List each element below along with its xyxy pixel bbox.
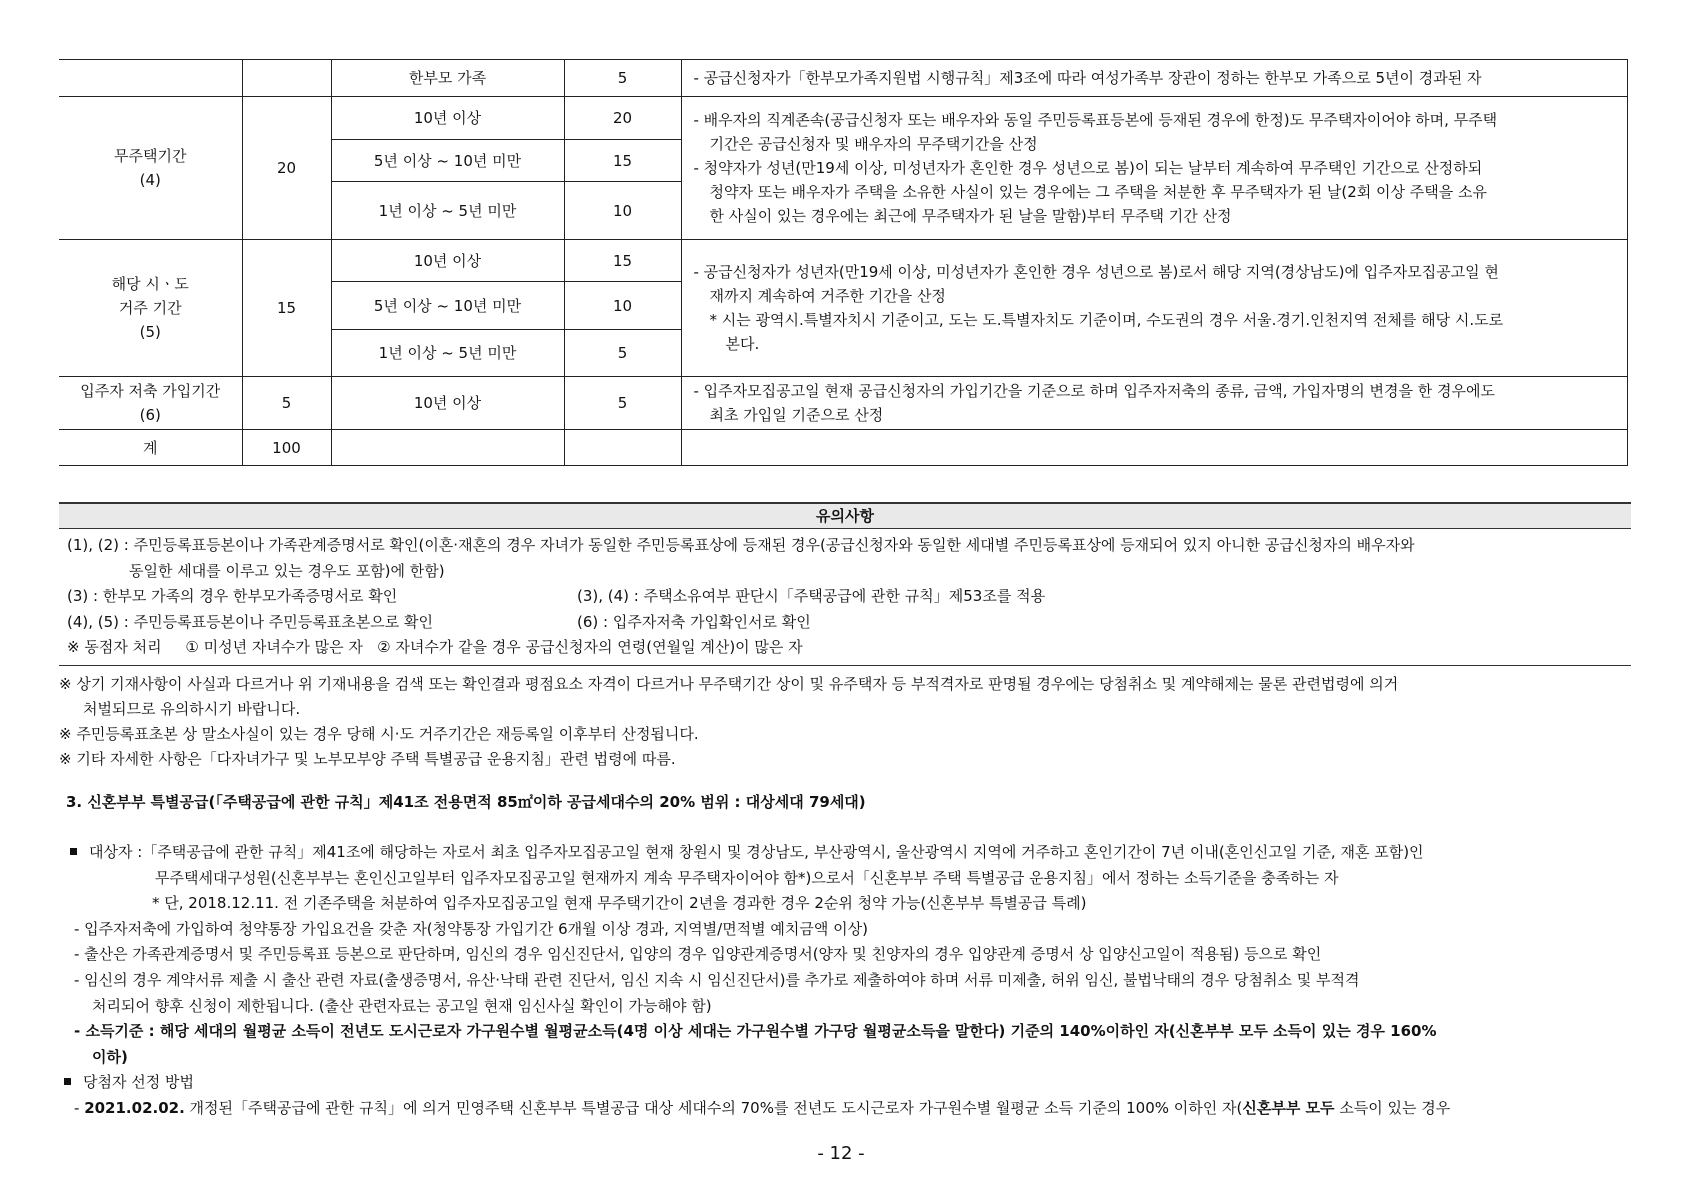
score-cell: 10 [564,282,681,330]
score-cell: 5 [564,377,681,430]
table-row [59,97,1627,140]
total-score-cell: 15 [242,240,331,377]
score-cell: 5 [564,330,681,377]
general-notes: ※ 상기 기재사항이 사실과 다르거나 위 기재내용을 검색 또는 확인결과 평점요소 자격이 다르거나 무주택기간 상이 및 유주택자 등 부적격자로 판명될 경우에는 당첨취소 및 계약해제는 물론 관련법령에 의거 처벌되므로 유의하시기 바랍니다. ※ 주민등록표초본 상 말소사실이 있는 경우 당해 시·도 거주기간은 재등록일 이후부터 산정됩니다. ※ 기타 자세한 사항은「다자녀가구 및 노부모부양 주택 특별공급 운용지침」관련 법령에 따름. [59,675,1399,768]
page-number: - 12 - [817,1143,865,1164]
score-cell: 5 [564,60,681,97]
newlywed-section: 3. 신혼부부 특별공급(「주택공급에 관한 규칙」제41조 전용면적 85㎡이하 공급세대수의 20% 범위 : 대상세대 79세대) 대상자 :「주택공급에 관한 규칙」제41조에 해당하는 자로서 최초 입주자모집공고일 현재 창원시 및 경상남도, 부산광역시, 울산광역시 지역에 거주하고 혼인기간이 7년 이내(혼인신고일 기준, 재혼 포함)인 무주택세대구성원(신혼부부는 혼인신고일부터 입주자모집공고일 현재까지 계속 무주택자이어야 함*)으로서「신혼부부 주택 특별공급 운용지침」에서 정하는 소득기준을 충족하는 자 * 단, 2018.12.11. 전 기존주택을 처분하여 입주자모집공고일 현재 무주택기간이 2년을 경과한 경우 2순위 청약 가능(신혼부부 특별공급 특례) - 입주자저축에 가입하여 청약통장 가입요건을 갖춘 자(청약통장 가입기간 6개월 이상 경과, 지역별/면적별 예치금액 이상) - 출산은 가족관계증명서 및 주민등록표 등본으로 판단하며, 임신의 경우 임신진단서, 입양의 경우 입양관계증명서(양자 및 친양자의 경우 입양관계 증명서 상 입양신고일이 적용됨) 등으로 확인 - 임신의 경우 계약서류 제출 시 출산 관련 자료(출생증명서, 유산·낙태 관련 진단서, 임신 지속 시 임신진단서)를 추가로 제출하여야 하며 서류 미제출, 허위 임신, 불법낙태의 경우 당첨취소 및 부적격 처리되어 향후 신청이 제한됩니다. (출산 관련자료는 공고일 현재 임신사실 확인이 가능해야 함) - 소득기준 : 해당 세대의 월평균 소득이 전년도 도시근로자 가구원수별 월평균소득(4명 이상 세대는 가구원수별 가구당 월평균소득을 말한다) 기준의 140%이하인 자(신혼부부 모두 소득이 있는 경우 160% 이하) 당첨자 선정 방법 - 2021.02.02. 개정된「주택공급에 관한 규칙」에 의거 민영주택 신혼부부 특별공급 대상 세대수의 70%를 전년도 도시근로자 가구원수별 월평균 소득 기준의 100% 이하인 자(신혼부부 모두 소득이 있는 경우 [66,790,1636,814]
desc-cell: - 공급신청자가 성년자(만19세 이상, 미성년자가 혼인한 경우 성년으로 봄)로서 해당 지역(경상남도)에 입주자모집공고일 현 재까지 계속하여 거주한 기간을 산정 * 시는 광역시.특별자치시 기준이고, 도는 도.특별자치도 기준이며, 수도권의 경우 서울.경기.인천지역 전체를 해당 시.도로 본다. [681,240,1627,377]
notes-box [59,502,1631,666]
score-cell: 15 [564,240,681,282]
score-table [59,59,1628,466]
desc-cell: - 입주자모집공고일 현재 공급신청자의 가입기간을 기준으로 하며 입주자저축의 종류, 금액, 가입자명의 변경을 한 경우에도 최초 가입일 기준으로 산정 [681,377,1627,430]
score-cell: 20 [564,97,681,140]
table-row [59,377,1627,430]
desc-cell: - 공급신청자가「한부모가족지원법 시행규칙」제3조에 따라 여성가족부 장관이 정하는 한부모 가족으로 5년이 경과된 자 [681,60,1627,97]
item-cell: 10년 이상 [331,97,564,140]
item-cell: 한부모 가족 [331,60,564,97]
table-row [59,430,1627,466]
notes-body: (1), (2) : 주민등록표등본이나 가족관계증명서로 확인(이혼·재혼의 경우 자녀가 동일한 주민등록표상에 등재된 경우(공급신청자와 동일한 세대별 주민등록표상에 등재되어 있지 아니한 공급신청자의 배우자와 동일한 세대를 이루고 있는 경우도 포함)에 한함) (3) : 한부모 가족의 경우 한부모가족증명서로 확인 (3), (4) : 주택소유여부 판단시「주택공급에 관한 규칙」제53조를 적용 (4), (5) : 주민등록표등본이나 주민등록표초본으로 확인 (6) : 입주자저축 가입확인서로 확인 ※ 동점자 처리 ① 미성년 자녀수가 많은 자 ② 자녀수가 같을 경우 공급신청자의 연령(연월일 계산)이 많은 자 [59,529,1631,666]
notes-title: 유의사항 [59,502,1631,529]
bullet-square-icon [64,1078,71,1085]
total-score-cell: 20 [242,97,331,240]
score-cell: 15 [564,140,681,182]
section-title: 3. 신혼부부 특별공급(「주택공급에 관한 규칙」제41조 전용면적 85㎡이하 공급세대수의 20% 범위 : 대상세대 79세대) [66,793,866,811]
item-cell: 1년 이상 ~ 5년 미만 [331,330,564,377]
item-cell: 1년 이상 ~ 5년 미만 [331,182,564,240]
item-cell: 5년 이상 ~ 10년 미만 [331,140,564,182]
desc-cell: - 배우자의 직계존속(공급신청자 또는 배우자와 동일 주민등록표등본에 등재된 경우에 한정)도 무주택자이어야 하며, 무주택 기간은 공급신청자 및 배우자의 무주택기간을 산정 - 청약자가 성년(만19세 이상, 미성년자가 혼인한 경우 성년으로 봄)이 되는 날부터 계속하여 무주택인 기간으로 산정하되 청약자 또는 배우자가 주택을 소유한 사실이 있는 경우에는 그 주택을 처분한 후 무주택자가 된 날(2회 이상 주택을 소유 한 사실이 있는 경우에는 최근에 무주택자가 된 날을 말함)부터 무주택 기간 산정 [681,97,1627,240]
category-cell: 입주자 저축 가입기간 (6) [59,377,242,430]
sum-total-cell: 100 [242,430,331,466]
table-row [59,240,1627,282]
category-cell: 무주택기간 (4) [59,97,242,240]
table-row [59,60,1627,97]
item-cell: 10년 이상 [331,377,564,430]
total-score-cell: 5 [242,377,331,430]
category-cell: 해당 시ㆍ도 거주 기간 (5) [59,240,242,377]
sum-label-cell: 계 [59,430,242,466]
item-cell: 5년 이상 ~ 10년 미만 [331,282,564,330]
score-cell: 10 [564,182,681,240]
item-cell: 10년 이상 [331,240,564,282]
bullet-square-icon [70,848,77,855]
